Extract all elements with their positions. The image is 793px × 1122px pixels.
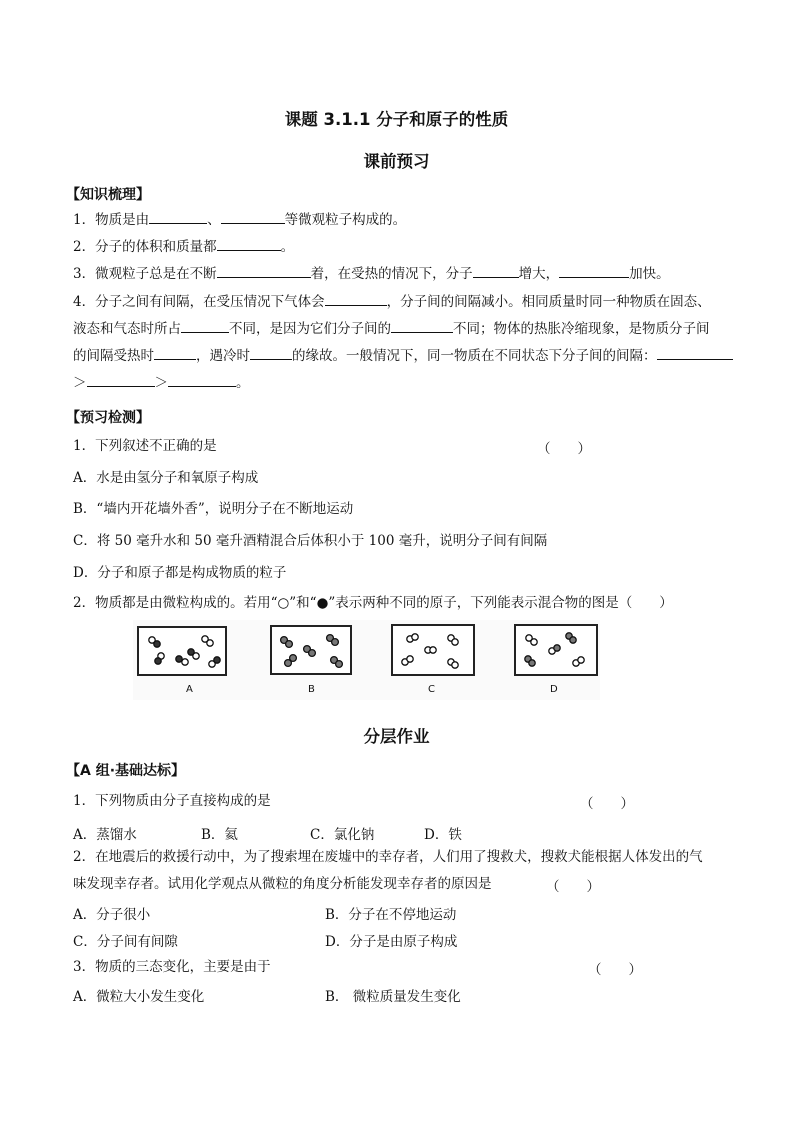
blank xyxy=(217,264,311,278)
answer-paren: （ ） xyxy=(580,796,634,812)
blank xyxy=(168,373,236,387)
diagram-a-label: A xyxy=(186,684,193,695)
diagram-b-frame xyxy=(270,625,352,675)
section-title-homework: 分层作业 xyxy=(363,727,430,746)
answer-paren: （ ） xyxy=(537,441,591,457)
diagram-a-particles xyxy=(139,628,225,674)
knowledge-heading: 【知识梳理】 xyxy=(66,187,150,203)
knowledge-q2: 2．分子的体积和质量都 。 xyxy=(73,239,295,255)
blank xyxy=(391,319,453,333)
check-q1-option-d: D．分子和原子都是构成物质的粒子 xyxy=(73,565,287,581)
group-a-q2-line2: 味发现幸存者。试用化学观点从微粒的角度分析能发现幸存者的原因是 xyxy=(73,876,492,892)
check-q1-option-c: C．将 50 毫升水和 50 毫升酒精混合后体积小于 100 毫升，说明分子间有间隔 xyxy=(73,533,548,549)
particle-diagrams xyxy=(133,620,600,700)
diagram-c-label: C xyxy=(428,684,435,695)
knowledge-q4-line1: 4．分子之间有间隔，在受压情况下气体会 ，分子间的间隔减小。相同质量时同一种物质在固态、 xyxy=(73,294,711,310)
group-a-q3-option-a: A．微粒大小发生变化 xyxy=(73,989,205,1005)
diagram-d-label: D xyxy=(550,684,558,695)
group-a-q2-option-a: A．分子很小 xyxy=(73,907,151,923)
group-a-q2-line1: 2．在地震后的救援行动中，为了搜索埋在废墟中的幸存者，人们用了搜救犬，搜救犬能根据人体发出的气 xyxy=(73,849,703,865)
blank xyxy=(657,346,733,360)
knowledge-q4-line3: 的间隔受热时 ，遇冷时 的缘故。一般情况下，同一物质在不同状态下分子间的间隔： xyxy=(73,346,733,365)
knowledge-q4-line2: 液态和气态时所占 不同，是因为它们分子间的 不同；物体的热胀冷缩现象，是物质分子间 xyxy=(73,321,710,337)
blank xyxy=(181,319,229,333)
group-a-q1-option-a: A．蒸馏水 xyxy=(73,827,137,843)
diagram-d-particles xyxy=(516,626,596,674)
blank xyxy=(559,264,629,278)
diagram-a-frame xyxy=(137,626,227,676)
diagram-b-label: B xyxy=(308,684,315,695)
group-a-q1-option-d: D．铁 xyxy=(424,827,462,843)
blank xyxy=(87,373,155,387)
check-q1: 1．下列叙述不正确的是 xyxy=(73,438,217,454)
group-a-q2-option-c: C．分子间有间隙 xyxy=(73,934,178,950)
group-a-q3-option-b: B． 微粒质量发生变化 xyxy=(325,989,461,1005)
blank xyxy=(217,237,281,251)
group-a-q1: 1．下列物质由分子直接构成的是 xyxy=(73,793,271,809)
group-a-q1-option-c: C．氯化钠 xyxy=(310,827,375,843)
group-a-q1-option-b: B．氦 xyxy=(201,827,238,843)
group-a-q2-option-d: D．分子是由原子构成 xyxy=(325,934,458,950)
diagram-d-frame xyxy=(514,624,598,676)
diagram-b-particles xyxy=(272,627,350,673)
section-title-preview: 课前预习 xyxy=(363,152,430,171)
blank xyxy=(325,292,387,306)
group-a-heading: 【A 组·基础达标】 xyxy=(66,763,186,779)
knowledge-q4-line4: ＞ ＞ 。 xyxy=(73,375,250,391)
group-a-q3: 3．物质的三态变化，主要是由于 xyxy=(73,959,271,975)
group-a-q2-option-b: B．分子在不停地运动 xyxy=(325,907,457,923)
blank xyxy=(154,346,196,360)
answer-paren: （ ） xyxy=(588,962,642,978)
blank xyxy=(149,210,207,224)
blank xyxy=(473,264,519,278)
diagram-c-frame xyxy=(391,624,475,676)
answer-paren: （ ） xyxy=(546,879,600,895)
check-q1-option-b: B．“墙内开花墙外香”，说明分子在不断地运动 xyxy=(73,501,354,517)
check-q1-option-a: A．水是由氢分子和氧原子构成 xyxy=(73,470,259,486)
check-q2: 2．物质都是由微粒构成的。若用“○”和“●”表示两种不同的原子，下列能表示混合物的图是（ ） xyxy=(73,595,673,611)
blank xyxy=(250,346,292,360)
knowledge-q3: 3．微观粒子总是在不断 着，在受热的情况下，分子 增大， 加快。 xyxy=(73,266,670,282)
blank xyxy=(221,210,285,224)
knowledge-q1: 1．物质是由 、 等微观粒子构成的。 xyxy=(73,212,407,228)
check-heading: 【预习检测】 xyxy=(66,410,150,426)
page-title: 课题 3.1.1 分子和原子的性质 xyxy=(284,110,509,129)
diagram-c-particles xyxy=(393,626,473,674)
